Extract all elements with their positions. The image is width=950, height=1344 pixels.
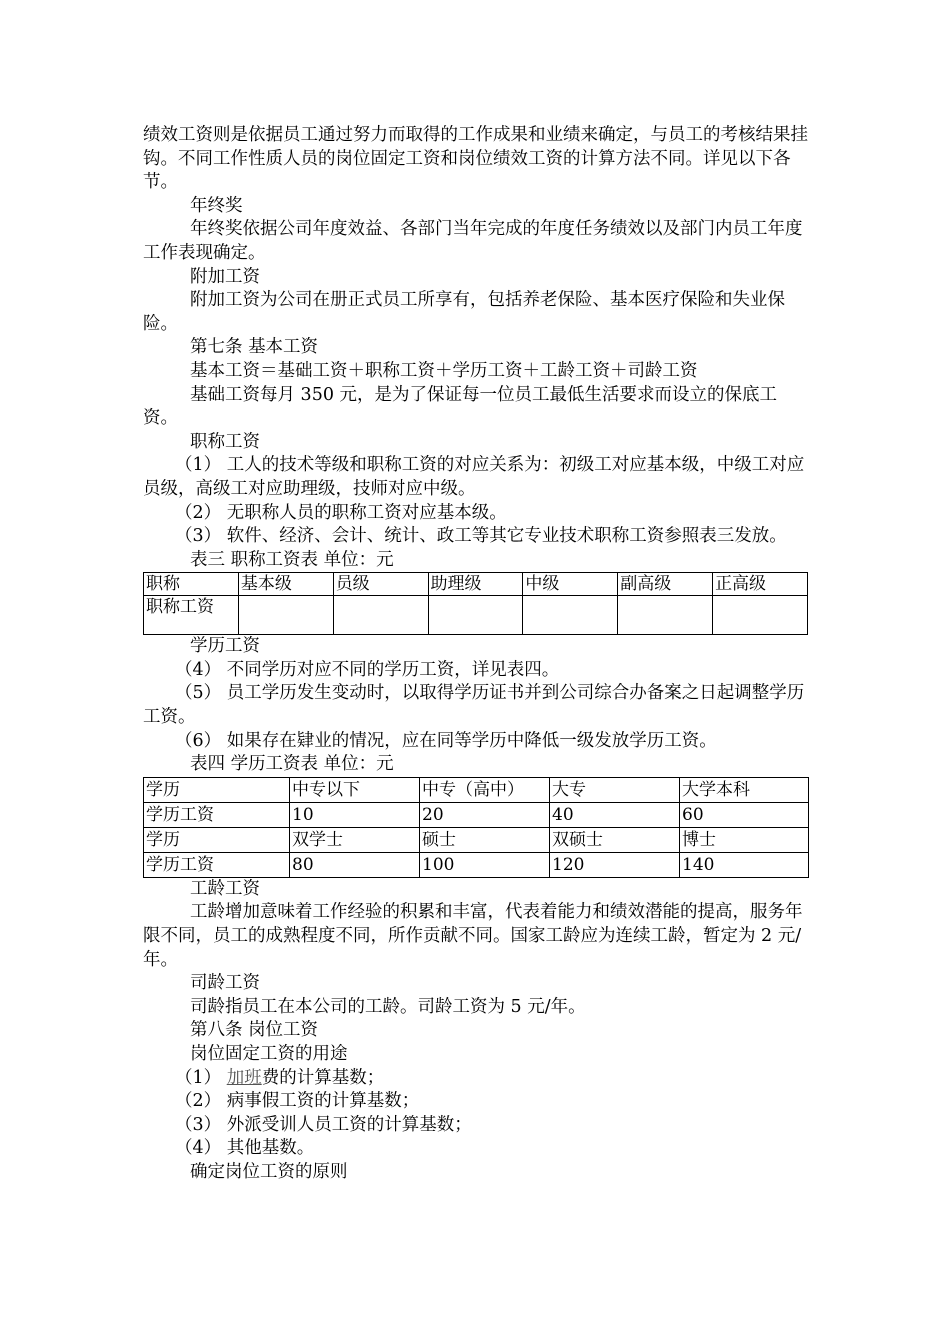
table-cell: 双硕士: [550, 827, 680, 852]
table-cell: 助理级: [428, 573, 523, 596]
table-cell: 60: [680, 802, 809, 827]
table-cell: 中专（高中）: [420, 777, 550, 802]
usage-item-4: （4） 其他基数。: [175, 1138, 315, 1159]
heading-seniority-wage: 工龄工资: [190, 878, 260, 899]
table-cell: 大专: [550, 777, 680, 802]
table-cell: 中级: [523, 573, 618, 596]
table-cell: 职称工资: [144, 596, 239, 635]
education-wage-table: [143, 777, 809, 878]
table-cell: 10: [290, 802, 420, 827]
table-row: [144, 852, 809, 877]
heading-title-wage: 职称工资: [190, 431, 260, 452]
paragraph-seniority-wage: 工龄增加意味着工作经验的积累和丰富，代表着能力和绩效潜能的提高，服务年限不同，员工的成熟程度不同，所作贡献不同。国家工龄应为连续工龄，暂定为 2 元/年。: [143, 902, 803, 970]
table4-caption: 表四 学历工资表 单位：元: [190, 754, 394, 775]
table-cell: 博士: [680, 827, 809, 852]
list-item-2: （2） 无职称人员的职称工资对应基本级。: [175, 502, 507, 523]
heading-article-8: 第八条 岗位工资: [190, 1020, 319, 1041]
table-cell: 正高级: [713, 573, 808, 596]
table-cell: [523, 596, 618, 635]
list-item-1: （1） 工人的技术等级和职称工资的对应关系为：初级工对应基本级，中级工对应员级，高级工对应助理级，技师对应中级。: [143, 455, 805, 499]
table-cell: 硕士: [420, 827, 550, 852]
heading-company-age-wage: 司龄工资: [190, 973, 260, 994]
table-cell: [428, 596, 523, 635]
list-item-3: （3） 软件、经济、会计、统计、政工等其它专业技术职称工资参照表三发放。: [175, 526, 787, 547]
table-row: [144, 596, 808, 635]
heading-additional-wage: 附加工资: [190, 266, 260, 287]
usage-item-1-prefix: （1）: [175, 1067, 227, 1088]
table3-caption: 表三 职称工资表 单位：元: [190, 549, 394, 570]
table-cell: 80: [290, 852, 420, 877]
document-page: [143, 124, 808, 1185]
table-cell: 副高级: [618, 573, 713, 596]
table-row: [144, 802, 809, 827]
paragraph-basic-wage-formula: 基本工资＝基础工资＋职称工资＋学历工资＋工龄工资＋司龄工资: [190, 360, 698, 381]
heading-fixed-wage-usage: 岗位固定工资的用途: [190, 1044, 348, 1064]
table-row: [144, 573, 808, 596]
table-cell: [333, 596, 428, 635]
title-wage-table: [143, 572, 808, 635]
table-cell: 120: [550, 852, 680, 877]
list-item-4: （4） 不同学历对应不同的学历工资，详见表四。: [175, 659, 560, 680]
table-cell: 20: [420, 802, 550, 827]
list-item-5: （5） 员工学历发生变动时，以取得学历证书并到公司综合办备案之日起调整学历工资。: [143, 683, 805, 728]
usage-item-2: （2） 病事假工资的计算基数；: [175, 1091, 420, 1112]
table-cell: 职称: [144, 573, 239, 596]
paragraph-year-end-bonus: 年终奖依据公司年度效益、各部门当年完成的年度任务绩效以及部门内员工年度工作表现确定。: [143, 219, 803, 263]
paragraph-performance: 绩效工资则是依据员工通过努力而取得的工作成果和业绩来确定，与员工的考核结果挂钩。不同工作性质人员的岗位固定工资和岗位绩效工资的计算方法不同。详见以下各节。: [143, 125, 808, 193]
usage-item-3: （3） 外派受训人员工资的计算基数；: [175, 1114, 472, 1135]
table-row: [144, 827, 809, 852]
list-item-6: （6） 如果存在肄业的情况，应在同等学历中降低一级发放学历工资。: [175, 730, 717, 751]
overtime-link[interactable]: 加班: [226, 1067, 262, 1088]
table-cell: 学历工资: [144, 802, 290, 827]
table-cell: 学历工资: [144, 852, 290, 877]
heading-year-end-bonus: 年终奖: [190, 195, 243, 216]
table-cell: 学历: [144, 827, 290, 852]
table-cell: 双学士: [290, 827, 420, 852]
paragraph-additional-wage: 附加工资为公司在册正式员工所享有，包括养老保险、基本医疗保险和失业保险。: [143, 290, 785, 334]
table-cell: 100: [420, 852, 550, 877]
usage-item-1-rest: 费的计算基数；: [261, 1067, 385, 1088]
table-cell: [713, 596, 808, 635]
usage-item-1: [143, 1067, 808, 1091]
table-cell: [238, 596, 333, 635]
heading-education-wage: 学历工资: [190, 636, 260, 657]
table-row: [144, 777, 809, 802]
table-cell: 基本级: [238, 573, 333, 596]
table-cell: 中专以下: [290, 777, 420, 802]
paragraph-base-wage: 基础工资每月 350 元，是为了保证每一位员工最低生活要求而设立的保底工资。: [143, 384, 778, 429]
heading-wage-principle: 确定岗位工资的原则: [190, 1161, 348, 1182]
table-cell: 员级: [333, 573, 428, 596]
paragraph-company-age-wage: 司龄指员工在本公司的工龄。司龄工资为 5 元/年。: [190, 996, 586, 1017]
table-cell: 学历: [144, 777, 290, 802]
table-cell: 140: [680, 852, 809, 877]
table-cell: 大学本科: [680, 777, 809, 802]
table-cell: [618, 596, 713, 635]
heading-article-7: 第七条 基本工资: [190, 337, 319, 358]
table-cell: 40: [550, 802, 680, 827]
